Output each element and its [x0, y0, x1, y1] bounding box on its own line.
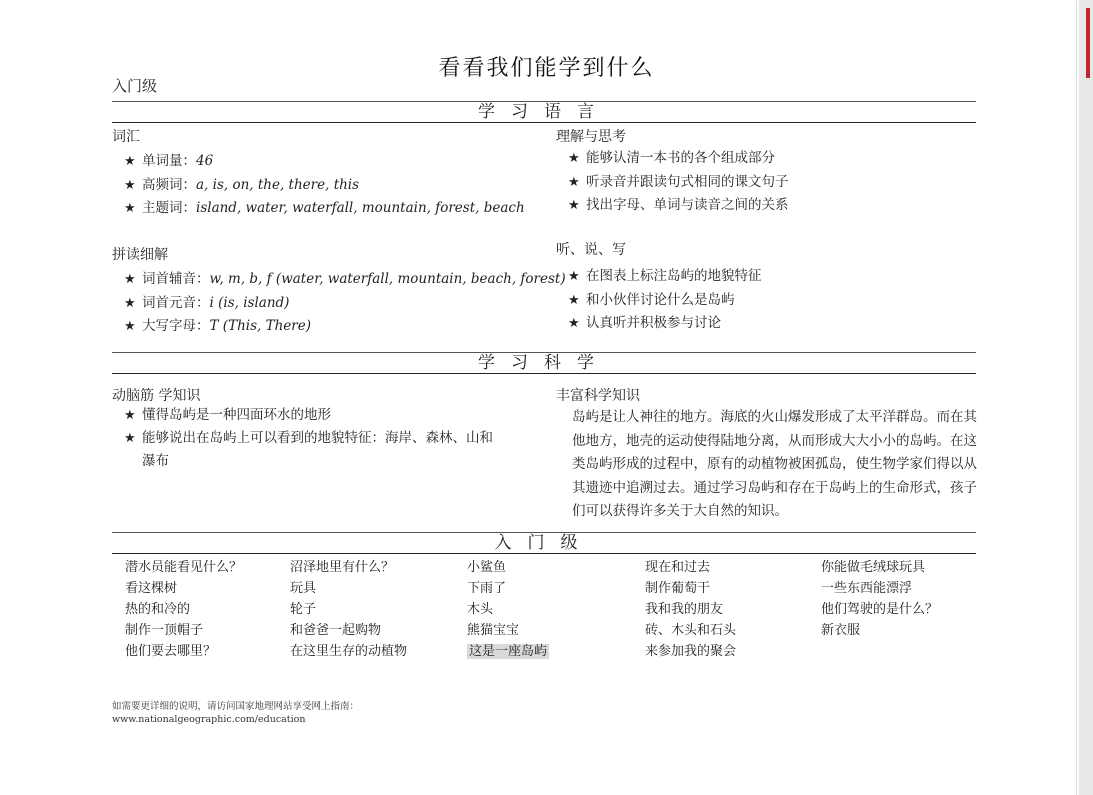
comprehension-item: ★ 找出字母、单词与读音之间的关系 — [568, 194, 789, 218]
book-title: 玩具 — [290, 581, 317, 596]
highlight-mark: 这是一座岛屿 — [469, 644, 548, 659]
vocab-item: ★ 高频词：a, is, on, the, there, this — [124, 174, 525, 198]
vocab-item: ★ 主题词：island, water, waterfall, mountain, forest, beach — [124, 197, 525, 221]
book-title: 潜水员能看见什么？ — [125, 560, 243, 575]
section-language-band: 学习语言 — [112, 101, 976, 123]
book-title: 制作一顶帽子 — [125, 623, 204, 638]
book-title: 轮子 — [290, 602, 317, 617]
star-icon: ★ — [568, 316, 580, 331]
lsw-item: ★ 认真听并积极参与讨论 — [568, 312, 762, 336]
book-title: 熊猫宝宝 — [467, 623, 520, 638]
brain-heading: 动脑筋 学知识 — [112, 388, 201, 404]
titles-column-1 — [125, 557, 242, 662]
vocab-heading: 词汇 — [112, 129, 140, 145]
book-title: 砖、木头和石头 — [645, 623, 737, 638]
footer-note: 如需要更详细的说明，请访问国家地理网站享受网上指南： — [112, 701, 360, 712]
book-title: 热的和冷的 — [125, 602, 191, 617]
page-edge-line — [1076, 0, 1077, 795]
lsw-item: ★ 在图表上标注岛屿的地貌特征 — [568, 265, 762, 289]
titles-column-2 — [290, 557, 407, 662]
book-title: 和爸爸一起购物 — [290, 623, 382, 638]
brain-item: ★ 能够说出在岛屿上可以看到的地貌特征：海岸、森林、山和 瀑布 — [124, 427, 544, 473]
phonics-list — [124, 268, 566, 339]
page-title: 看看我们能学到什么 — [438, 56, 655, 81]
book-title: 你能做毛绒球玩具 — [821, 560, 926, 575]
book-title: 一些东西能漂浮 — [821, 581, 913, 596]
star-icon: ★ — [124, 431, 136, 446]
comprehension-list — [568, 147, 789, 218]
star-icon: ★ — [568, 198, 580, 213]
book-title: 看这棵树 — [125, 581, 178, 596]
book-title: 现在和过去 — [645, 560, 711, 575]
vocab-item: ★ 单词量：46 — [124, 150, 525, 174]
star-icon: ★ — [568, 292, 580, 308]
lsw-heading: 听、说、写 — [556, 242, 626, 258]
vocab-list — [124, 150, 525, 221]
book-title: 木头 — [467, 602, 494, 617]
star-icon: ★ — [568, 269, 580, 284]
star-icon: ★ — [124, 272, 136, 287]
page-edge — [1079, 0, 1093, 795]
star-icon: ★ — [124, 319, 136, 334]
titles-column-5 — [821, 557, 938, 641]
book-title: 沼泽地里有什么？ — [290, 560, 395, 575]
star-icon: ★ — [124, 295, 136, 311]
book-title: 他们要去哪里？ — [125, 644, 217, 659]
book-title: 小鲨鱼 — [467, 560, 507, 575]
book-title: 他们驾驶的是什么？ — [821, 602, 939, 617]
phonics-item: ★ 大写字母：T (This, There) — [124, 315, 566, 339]
level-label: 入门级 — [112, 77, 158, 95]
brain-item: ★ 懂得岛屿是一种四面环水的地形 — [124, 404, 544, 427]
star-icon: ★ — [568, 151, 580, 166]
rich-heading: 丰富科学知识 — [556, 388, 640, 404]
rich-paragraph: 岛屿是让人神往的地方。海底的火山爆发形成了太平洋群岛。而在其他地方，地壳的运动使得陆地分离，从而形成大大小小的岛屿。在这类岛屿形成的过程中，原有的动植物被困孤岛，使生物学家们得以从其遗迹中追溯过去。通过学习岛屿和存在于岛屿上的生命形式，孩子们可以获得许多关于大自然的知识。 — [572, 409, 977, 520]
book-title-highlighted — [467, 641, 549, 662]
book-title: 我和我的朋友 — [645, 602, 724, 617]
phonics-item: ★ 词首元音：i (is, island) — [124, 292, 566, 316]
star-icon: ★ — [124, 201, 136, 216]
section-science-band: 学习科学 — [112, 352, 976, 374]
star-icon: ★ — [124, 408, 136, 423]
brain-list — [124, 404, 544, 473]
titles-column-4 — [645, 557, 736, 662]
comprehension-item: ★ 听录音并跟读句式相同的课文句子 — [568, 171, 789, 195]
book-title: 新衣服 — [821, 623, 861, 638]
phonics-item: ★ 词首辅音：w, m, b, f (water, waterfall, mountain, beach, forest) — [124, 268, 566, 292]
book-title: 在这里生存的动植物 — [290, 644, 408, 659]
comprehension-heading: 理解与思考 — [556, 129, 626, 145]
titles-column-3 — [467, 557, 549, 662]
book-title: 下雨了 — [467, 581, 507, 596]
lsw-list — [568, 265, 762, 336]
star-icon: ★ — [124, 177, 136, 193]
lsw-item: ★ 和小伙伴讨论什么是岛屿 — [568, 289, 762, 313]
star-icon: ★ — [124, 154, 136, 169]
star-icon: ★ — [568, 174, 580, 190]
comprehension-item: ★ 能够认清一本书的各个组成部分 — [568, 147, 789, 171]
book-title: 制作葡萄干 — [645, 581, 711, 596]
footer-url: www.nationalgeographic.com/education — [112, 714, 306, 725]
section-titles-band: 入门级 — [112, 532, 976, 554]
book-title: 来参加我的聚会 — [645, 644, 737, 659]
phonics-heading: 拼读细解 — [112, 247, 168, 263]
